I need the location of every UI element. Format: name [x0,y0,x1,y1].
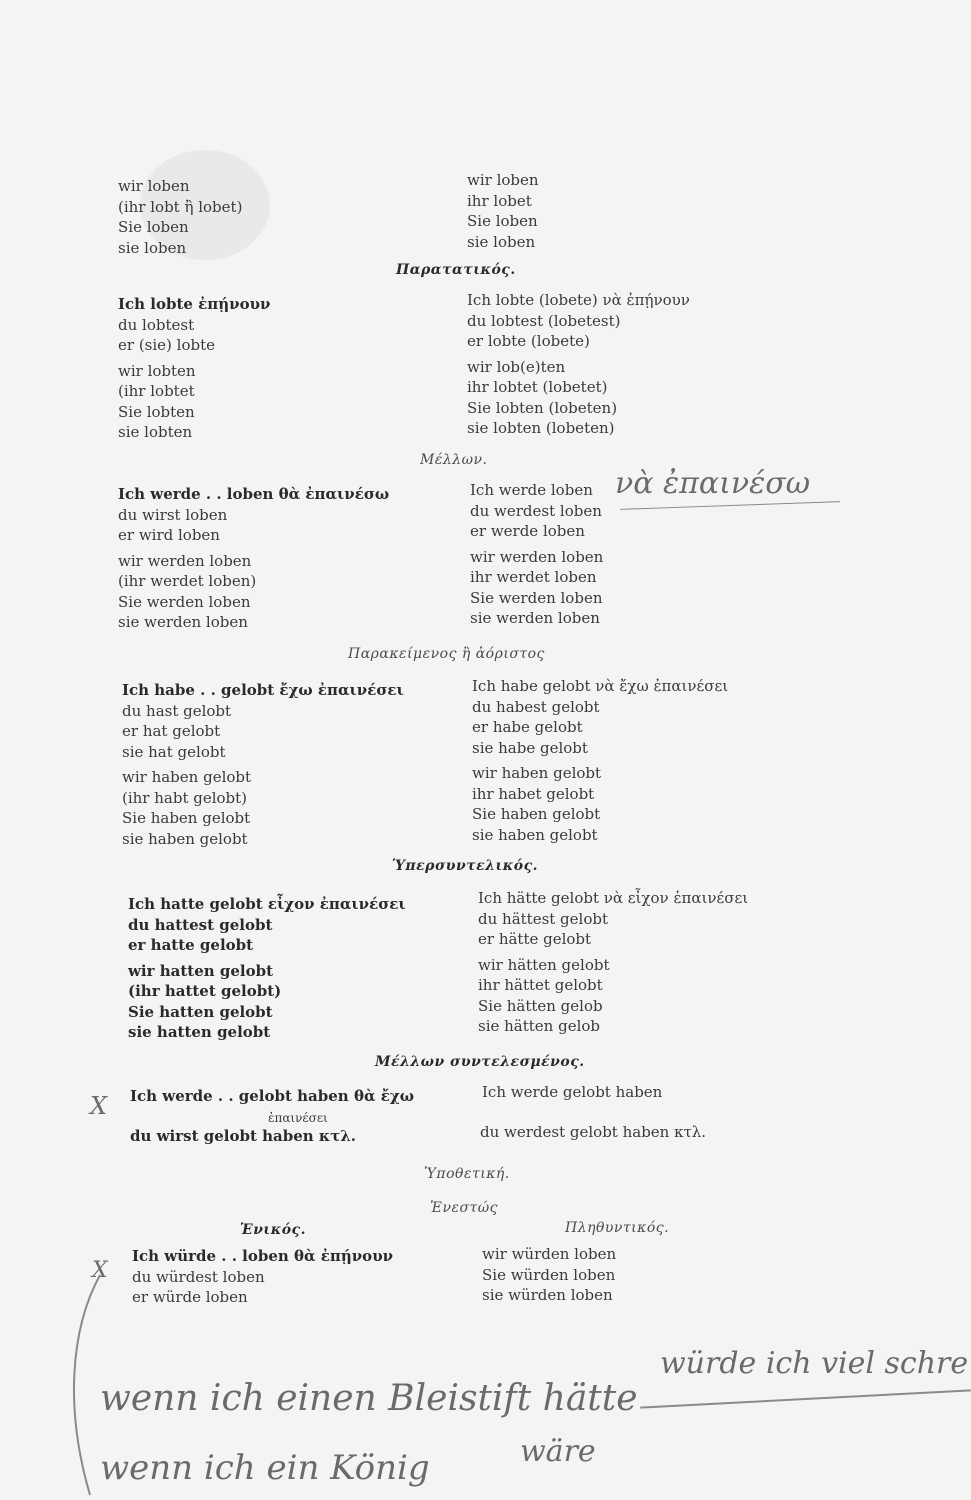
verb-line: er wird loben [118,526,220,544]
verb-line: ihr lobtet (lobetet) [467,378,608,396]
verb-line: Sie lobten [118,402,195,421]
verb-line: Ich werde . . loben θὰ ἐπαινέσω [118,485,390,503]
hypothetiki-left-column [132,1246,393,1308]
verb-line: wir hätten gelobt [478,955,610,974]
section-heading-parakeimenos: Παρακείμενος ἢ ἀόριστος [348,646,545,662]
verb-line: Sie werden loben [470,588,603,607]
mellon-syntel-right-line-2: du werdest gelobt haben κτλ. [480,1123,707,1141]
verb-line: Ich werde loben [470,481,593,499]
verb-line: (ihr lobt ἢ lobet) [118,197,243,216]
verb-line: sie hätten gelob [478,1017,601,1035]
verb-line: ihr werdet loben [470,568,597,586]
subheading-enestos: Ἐνεστώς [430,1200,499,1216]
verb-line: wir loben [467,171,539,189]
verb-line: sie werden loben [118,613,248,631]
verb-line: du werdest loben [470,501,602,520]
verb-line: er hat gelobt [122,722,221,740]
mellon-left-column [118,484,389,633]
section-heading-mellon: Μέλλων. [420,452,488,468]
section-heading-hypersyntelikos: Ὑπερσυντελικός. [392,858,538,874]
verb-line: Ich lobte (lobete) νὰ ἐπῄνουν [467,291,690,309]
verb-line: er (sie) lobte [118,336,215,354]
hypersyntelikos-right-column [478,888,748,1037]
verb-line: Sie hatten gelobt [128,1002,273,1021]
verb-line: wir werden loben [118,551,252,570]
verb-line: du wirst loben [118,505,228,524]
verb-line: du lobtest (lobetest) [467,311,621,330]
verb-line: er lobte (lobete) [467,332,590,350]
verb-line: du würdest loben [132,1267,265,1286]
verb-line: (ihr werdet loben) [118,572,257,590]
paratatikos-left-column [118,294,270,443]
verb-line: (ihr hattet gelobt) [128,982,282,1000]
verb-line: Ich hätte gelobt νὰ εἶχον ἐπαινέσει [478,889,749,907]
label-plithyntikos: Πληθυντικός. [565,1220,670,1236]
verb-line: wir lobten [118,361,196,380]
verb-line: sie würden loben [482,1286,613,1304]
verb-line: sie habe gelobt [472,738,588,757]
paratatikos-right-column [467,290,690,439]
pencil-x-mark: X [92,1258,108,1283]
verb-line: Ich lobte ἐπῄνουν [118,295,271,313]
verb-line: sie lobten [118,423,193,441]
handwritten-sentence-1: wenn ich einen Bleistift hätte [100,1378,638,1419]
handwritten-sentence-1-cont: würde ich viel schre [660,1346,969,1381]
verb-line: wir loben [118,177,190,195]
pencil-x-mark: X [90,1092,108,1120]
handwritten-annotation: νὰ ἐπαινέσω [615,466,811,501]
present-right-column [467,170,539,252]
verb-line: sie haben gelobt [472,825,598,844]
section-heading-mellon-syntelesmenos: Μέλλων συντελεσμένος. [375,1054,585,1070]
verb-line: Sie lobten (lobeten) [467,398,618,417]
verb-line: du hattest gelobt [128,915,273,934]
verb-line: Ich habe . . gelobt ἔχω ἐπαινέσει [122,681,404,699]
handwritten-sentence-2: wenn ich ein König [100,1448,430,1488]
mellon-syntel-left-line-1: Ich werde . . gelobt haben θὰ ἔχω [130,1087,414,1105]
verb-line: ihr lobet [467,191,532,210]
verb-line: wir werden loben [470,547,604,566]
verb-line: sie lobten (lobeten) [467,419,615,437]
verb-line: du hast gelobt [122,701,232,720]
label-enikos: Ἑνικός. [240,1222,306,1238]
hypothetiki-right-column [482,1244,616,1306]
pencil-underline [620,501,840,510]
verb-line: Sie würden loben [482,1265,616,1284]
verb-line: sie loben [118,238,187,257]
parakeimenos-left-column [122,680,404,849]
section-heading-hypothetiki: Ὑποθετική. [424,1166,510,1182]
verb-line: sie hatten gelobt [128,1023,271,1041]
verb-line: sie haben gelobt [122,829,248,848]
verb-line: er hätte gelobt [478,930,592,948]
verb-line: wir hatten gelobt [128,961,274,980]
verb-line: wir haben gelobt [472,764,602,782]
verb-line: du habest gelobt [472,697,600,716]
verb-line: wir würden loben [482,1245,617,1263]
verb-line: du hättest gelobt [478,909,608,928]
verb-line: Sie loben [467,212,538,230]
mellon-syntel-left-line-2: du wirst gelobt haben κτλ. [130,1127,356,1145]
verb-line: wir haben gelobt [122,768,252,786]
verb-line: wir lob(e)ten [467,357,566,376]
verb-line: er würde loben [132,1288,248,1306]
verb-line: sie werden loben [470,609,600,627]
verb-line: sie loben [467,232,536,251]
verb-line: Sie hätten gelob [478,996,603,1015]
mellon-syntel-left-line-1b: ἐπαινέσει [268,1111,328,1125]
verb-line: Sie haben gelobt [472,805,601,823]
verb-line: Sie haben gelobt [122,809,251,827]
verb-line: du lobtest [118,315,195,334]
verb-line: er werde loben [470,522,585,540]
hypersyntelikos-left-column [128,894,406,1043]
verb-line: (ihr habt gelobt) [122,788,248,807]
verb-line: Sie werden loben [118,592,251,611]
verb-line: Ich habe gelobt νὰ ἔχω ἐπαινέσει [472,677,729,695]
present-left-column [118,176,242,258]
verb-line: Ich hatte gelobt εἶχον ἐπαινέσει [128,895,406,913]
verb-line: ihr habet gelobt [472,784,595,803]
handwritten-sentence-2-cont: wäre [520,1434,596,1469]
verb-line: ihr hättet gelobt [478,976,603,994]
section-heading-paratatikos: Παρατατικός. [396,262,516,278]
verb-line: (ihr lobtet [118,382,195,400]
verb-line: sie hat gelobt [122,742,226,761]
mellon-right-column [470,480,603,629]
parakeimenos-right-column [472,676,728,845]
verb-line: Ich würde . . loben θὰ ἐπῄνουν [132,1247,394,1265]
verb-line: er hatte gelobt [128,936,254,954]
verb-line: Sie loben [118,218,189,236]
pencil-underline [640,1389,971,1408]
verb-line: er habe gelobt [472,718,583,736]
mellon-syntel-right-line-1: Ich werde gelobt haben [482,1083,663,1101]
